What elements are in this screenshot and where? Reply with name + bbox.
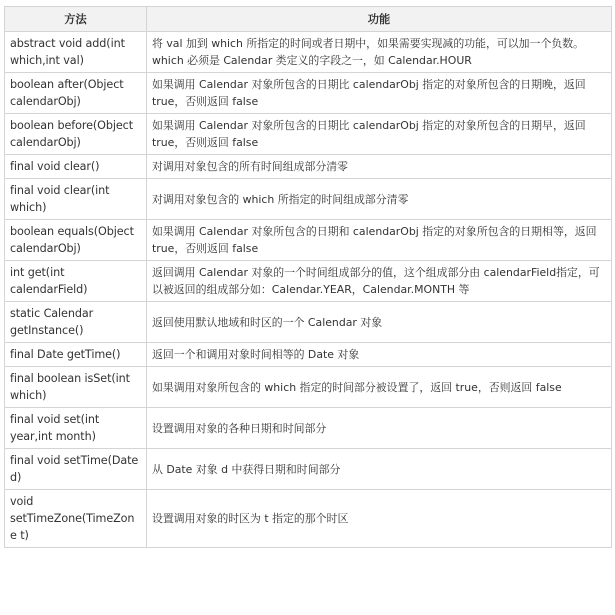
table-row: [5, 367, 612, 408]
description-cell: 设置调用对象的各种日期和时间部分: [147, 408, 612, 449]
table-row: [5, 155, 612, 179]
header-description: 功能: [147, 7, 612, 32]
method-cell: final void clear(int which): [5, 179, 147, 220]
table-row: [5, 302, 612, 343]
table-row: [5, 73, 612, 114]
calendar-methods-table: [4, 6, 612, 548]
description-cell: 对调用对象包含的所有时间组成部分清零: [147, 155, 612, 179]
table-row: [5, 490, 612, 548]
description-cell: 如果调用对象所包含的 which 指定的时间部分被设置了，返回 true，否则返回 false: [147, 367, 612, 408]
table-row: [5, 261, 612, 302]
description-cell: 从 Date 对象 d 中获得日期和时间部分: [147, 449, 612, 490]
table-row: [5, 343, 612, 367]
description-cell: 设置调用对象的时区为 t 指定的那个时区: [147, 490, 612, 548]
table-header-row: [5, 7, 612, 32]
method-cell: int get(int calendarField): [5, 261, 147, 302]
method-cell: final void setTime(Date d): [5, 449, 147, 490]
method-cell: final void clear(): [5, 155, 147, 179]
method-cell: final void set(int year,int month): [5, 408, 147, 449]
method-cell: abstract void add(int which,int val): [5, 32, 147, 73]
table-row: [5, 220, 612, 261]
table-row: [5, 114, 612, 155]
description-cell: 如果调用 Calendar 对象所包含的日期比 calendarObj 指定的对象所包含的日期早，返回 true，否则返回 false: [147, 114, 612, 155]
description-cell: 返回调用 Calendar 对象的一个时间组成部分的值，这个组成部分由 calendarField指定，可以被返回的组成部分如：Calendar.YEAR，Calendar.MONTH 等: [147, 261, 612, 302]
table-row: [5, 179, 612, 220]
table-row: [5, 32, 612, 73]
method-cell: final Date getTime(): [5, 343, 147, 367]
calendar-methods-table-container: [4, 6, 611, 548]
header-method: 方法: [5, 7, 147, 32]
method-cell: boolean after(Object calendarObj): [5, 73, 147, 114]
table-row: [5, 449, 612, 490]
method-cell: static Calendar getInstance(): [5, 302, 147, 343]
description-cell: 将 val 加到 which 所指定的时间或者日期中，如果需要实现减的功能，可以加一个负数。which 必须是 Calendar 类定义的字段之一，如 Calendar.HOUR: [147, 32, 612, 73]
description-cell: 如果调用 Calendar 对象所包含的日期比 calendarObj 指定的对象所包含的日期晚，返回 true，否则返回 false: [147, 73, 612, 114]
description-cell: 返回使用默认地域和时区的一个 Calendar 对象: [147, 302, 612, 343]
method-cell: void setTimeZone(TimeZone t): [5, 490, 147, 548]
table-row: [5, 408, 612, 449]
description-cell: 如果调用 Calendar 对象所包含的日期和 calendarObj 指定的对象所包含的日期相等，返回 true，否则返回 false: [147, 220, 612, 261]
method-cell: boolean before(Object calendarObj): [5, 114, 147, 155]
description-cell: 对调用对象包含的 which 所指定的时间组成部分清零: [147, 179, 612, 220]
description-cell: 返回一个和调用对象时间相等的 Date 对象: [147, 343, 612, 367]
method-cell: final boolean isSet(int which): [5, 367, 147, 408]
method-cell: boolean equals(Object calendarObj): [5, 220, 147, 261]
